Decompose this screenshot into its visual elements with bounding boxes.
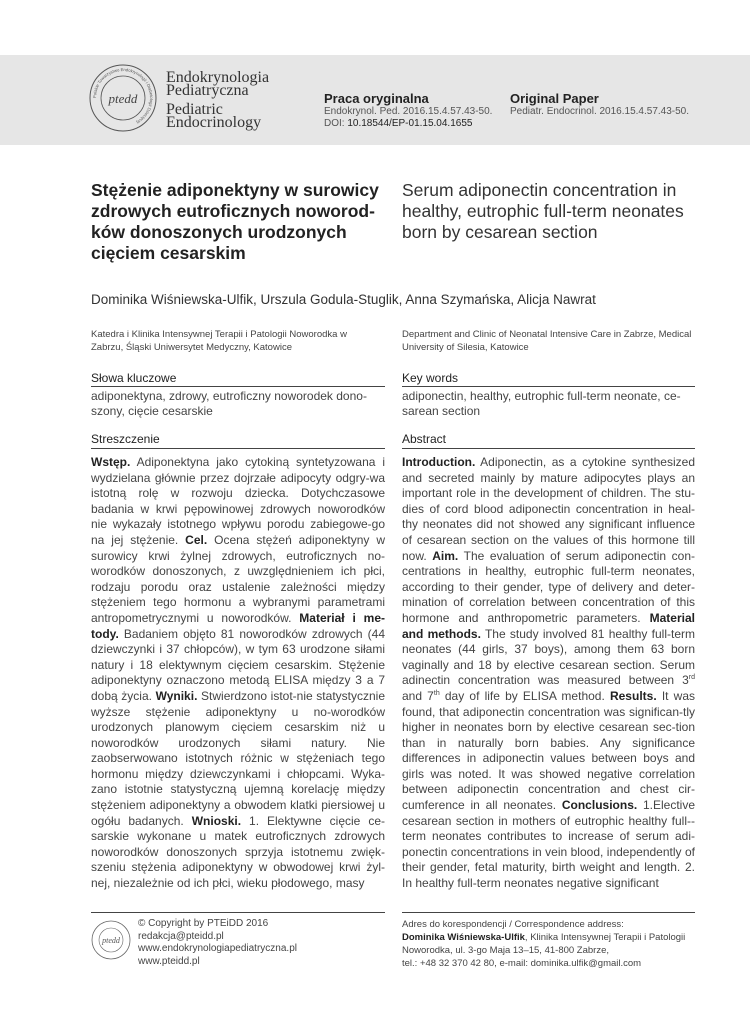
website-link[interactable]: www.endokrynologiapediatryczna.pl: [138, 943, 297, 955]
abstract-pl-label: Wyniki.: [155, 688, 198, 703]
journal-name-pl-1: Endokrynologia: [166, 69, 270, 86]
divider: [402, 912, 695, 913]
citation-en: Pediatr. Endocrinol. 2016.15.4.57.43-50.: [510, 106, 690, 117]
svg-text:ptedd: ptedd: [108, 91, 138, 106]
divider: [402, 386, 695, 387]
citation-pl: Endokrynol. Ped. 2016.15.4.57.43-50.: [324, 106, 493, 117]
abstract-pl-label: Wnioski.: [191, 813, 242, 828]
affiliation-en: Department and Clinic of Neonatal Intensive Care in Zabrze, Medical University of Silesia, Katowice: [402, 329, 692, 353]
copyright-text: © Copyright by PTEiDD 2016: [138, 918, 269, 929]
divider: [91, 448, 385, 449]
journal-name-pl-2: Pediatryczna: [166, 82, 249, 99]
abstract-en: Introduction. Adiponectin, as a cytokine synthesized and secreted mainly by mature adipocytes plays an important role in the development of children. The stu-dies of cord blood adiponectin concentration in heal-thy neonates did not showed any significant influence of cesarean section on the values of this hormone till now. Aim. The evaluation of serum adiponectin con-centrations in healthy, eutrophic full-term neonates, according to their gender, type of delivery and deter-mination of correlation between concentration of this hormone and anthropometric parameters. Material and methods. The study involved 81 healthy full-term neonates (44 girls, 37 boys), among them 63 born vaginally and 18 by elective cesarean section. Serum adinectin concentration was measured between 3rd and 7th day of life by ELISA method. Results. It was found, that adiponectin concentration was significan-tly higher in neonates born by elective cesarean sec-tion than in naturally born babies. Any significance differences in adiponectin values between boys and girls was noted. It was showed negative correlation between adiponectin concentration and chest cir-cumference in all neonates. Conclusions. 1.Elective cesarean section in mothers of eutrophic healthy full--term neonates contributes to increase of serum adi-ponectin concentrations in vein blood, independently of their gender, fetal maturity, birth weight and length. 2. In healthy full-term neonates negative significant: [402, 455, 696, 891]
affiliation-pl: Katedra i Klinika Intensywnej Terapii i Patologii Noworodka w Zabrzu, Śląski Uniwersytet Medyczny, Katowice: [91, 329, 347, 353]
svg-text:Polskie Towarzystwo Endokrynol: Polskie Towarzystwo Endokrynologii i Diabetologii Dziecięcej: [91, 66, 155, 126]
paper-type-pl: [324, 91, 492, 130]
journal-logo-icon: [88, 63, 158, 133]
abstract-en-label: Results.: [609, 688, 657, 703]
doi-link[interactable]: 10.18544/EP-01.15.04.1655: [347, 118, 473, 129]
abstract-pl-heading: Streszczenie: [91, 432, 160, 446]
svg-text:ptedd: ptedd: [102, 936, 120, 945]
paper-type-en-title: Original Paper: [510, 91, 599, 106]
footer-copyright: [138, 918, 297, 968]
abstract-en-label: Introduction.: [402, 455, 476, 469]
keywords-pl-heading: Słowa kluczowe: [91, 371, 177, 385]
paper-type-en: [510, 91, 689, 118]
journal-name-en-1: Pediatric: [166, 101, 223, 118]
keywords-en: adiponectin, healthy, eutrophic full-term neonate, ce-sarean section: [402, 389, 681, 419]
paper-type-pl-title: Praca oryginalna: [324, 91, 429, 106]
abstract-en-label: Material and methods.: [402, 610, 695, 641]
divider: [91, 386, 385, 387]
correspondence-contact: tel.: +48 32 370 42 80, e-mail: dominika.ulfik@gmail.com: [402, 958, 642, 969]
correspondence-label: Adres do korespondencji / Correspondence address:: [402, 919, 624, 930]
correspondence-name: Dominika Wiśniewska-Ulfik: [402, 932, 525, 943]
abstract-pl-label: Materiał i me-tody.: [91, 610, 385, 641]
journal-names: [166, 71, 269, 129]
keywords-en-heading: Key words: [402, 371, 459, 385]
doi: DOI: 10.18544/EP-01.15.04.1655: [324, 118, 473, 129]
correspondence-address: Adres do korespondencji / Correspondence address: Dominika Wiśniewska-Ulfik, Klinika Intensywnej Terapii i Patologii Noworodka, ul. 3-go Maja 13–15, 41-800 Zabrze, tel.: +48 32 370 42 80, e-mail: dominika.ulfik@gmail.com: [402, 918, 702, 970]
abstract-en-heading: Abstract: [402, 432, 447, 446]
abstract-pl: Wstęp. Adiponektyna jako cytokiną syntetyzowana i wydzielana głównie przez dojrzałe adipocyty odgry-wa istotną rolę w rozwoju dziecka. Dotychczasowe badania w krwi pępowinowej zdrowych noworodków nie wykazały istotnego wpływu porodu zabiegowe-go na jej stężenie. Cel. Ocena stężeń adiponektyny w surowicy krwi żylnej zdrowych, eutroficznych no-worodków donoszonych, z uwzględnieniem ich płci, rodzaju porodu oraz ustalenie zależności między stężeniem tego hormonu a wybranymi parametrami antropometrycznymi u noworodków. Materiał i me-tody. Badaniem objęto 81 noworodków zdrowych (44 dziewczynki i 37 chłopców), w tym 63 urodzone siłami natury i 18 elektywnym cięciem cesarskim. Stężenie adiponektyny oznaczono metodą ELISA między 3 a 7 dobą życia. Wyniki. Stwierdzono istot-nie statystycznie wyższe stężenie adiponektyny u no-worodków urodzonych planowym cięciem cesarskim niż u noworodków urodzonych siłami natury. Nie zaobserwowano istotnych różnic w stężeniach tego hormonu między dziewczynkami i chłopcami. Wyka-zano istotnie statystyczną ujemną korelację między stężeniem adiponektyny a obwodem klatki piersiowej u ogółu badanych. Wnioski. 1. Elektywne cięcie ce-sarskie wykonane u matek eutroficznych zdrowych noworodków donoszonych sprzyja istotnemu zwięk-szeniu stężenia adiponektyny w obwodowej krwi żyl-nej, niezależnie od ich płci, wieku płodowego, masy: [91, 455, 386, 891]
title-pl: Stężenie adiponektyny w surowicy zdrowych eutroficznych noworod-ków donoszonych urodzonych cięciem cesarskim: [91, 180, 379, 263]
society-logo-icon: [91, 920, 131, 960]
abstract-en-label: Conclusions.: [561, 798, 638, 813]
title-en: Serum adiponectin concentration in healthy, eutrophic full-term neonates born by cesarean section: [402, 180, 684, 242]
email-link[interactable]: redakcja@pteidd.pl: [138, 930, 224, 942]
abstract-en-label: Aim.: [432, 548, 459, 563]
keywords-pl: adiponektyna, zdrowy, eutroficzny noworodek dono-szony, cięcie cesarskie: [91, 389, 367, 419]
author-list: Dominika Wiśniewska-Ulfik, Urszula Godula-Stuglik, Anna Szymańska, Alicja Nawrat: [91, 292, 596, 307]
abstract-pl-label: Wstęp.: [91, 455, 131, 469]
divider: [91, 912, 385, 913]
journal-name-en-2: Endocrinology: [166, 114, 262, 131]
website-link[interactable]: www.pteidd.pl: [138, 955, 200, 967]
journal-header: [0, 55, 750, 145]
divider: [402, 448, 695, 449]
abstract-pl-label: Cel.: [185, 532, 208, 547]
